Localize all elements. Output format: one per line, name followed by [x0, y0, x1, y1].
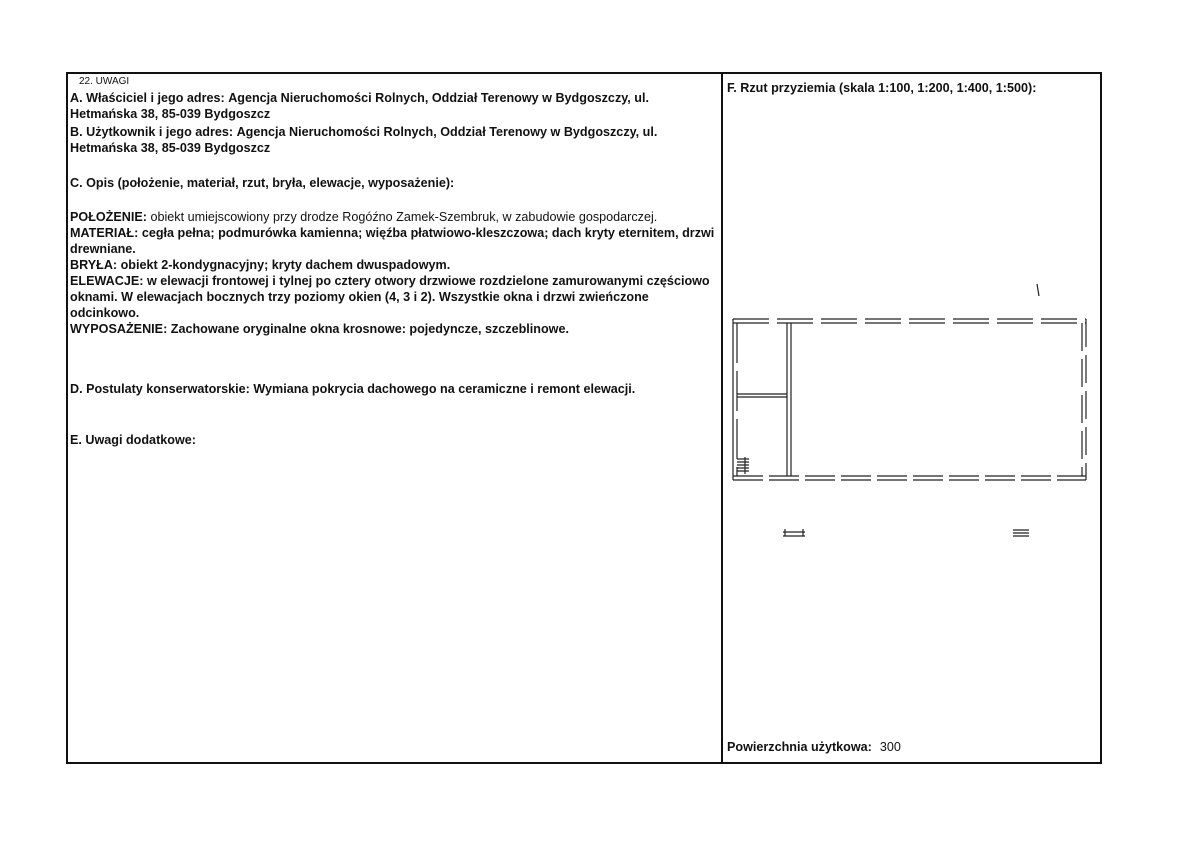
- material-label: MATERIAŁ:: [70, 226, 139, 240]
- description-body: [70, 209, 717, 337]
- owner-label: A. Właściciel i jego adres:: [70, 91, 225, 105]
- location-label: POŁOŻENIE:: [70, 210, 147, 224]
- floor-plan-drawing: [723, 74, 1100, 574]
- user-section: [70, 124, 717, 156]
- ground-plan-title: F. Rzut przyziemia (skala 1:100, 1:200, 1:400, 1:500):: [727, 81, 1037, 95]
- form-text: obiekt 2-kondygnacyjny; kryty dachem dwuspadowym.: [120, 258, 451, 272]
- usable-area-row: [727, 740, 901, 754]
- owner-value: Agencja Nieruchomości Rolnych, Oddział Terenowy w Bydgoszczy, ul. Hetmańska 38, 85-039 Bydgoszcz: [70, 91, 649, 121]
- elevations-label: ELEWACJE:: [70, 274, 144, 288]
- equipment-paragraph: [70, 321, 717, 337]
- owner-section: [70, 90, 717, 122]
- usable-area-value: 300: [879, 740, 901, 754]
- plan-partition-horizontal: [737, 394, 787, 397]
- plan-north-mark: [1013, 530, 1029, 536]
- remarks-column: [68, 74, 723, 762]
- inventory-sheet: [66, 72, 1102, 764]
- plan-staircase: [737, 457, 749, 474]
- additional-notes-label: E. Uwagi dodatkowe:: [70, 433, 196, 447]
- equipment-label: WYPOSAŻENIE:: [70, 322, 168, 336]
- user-label: B. Użytkownik i jego adres:: [70, 125, 234, 139]
- plan-scale-bar: [783, 529, 805, 536]
- description-heading: C. Opis (położenie, materiał, rzut, bryła, elewacje, wyposażenie):: [70, 176, 455, 190]
- elevations-text: w elewacji frontowej i tylnej po cztery otwory drzwiowe rozdzielone zamurowanymi częściowo oknami. W elewacjach bocznych trzy poziomy okien (4, 3 i 2). Wszystkie okna i drzwi zwieńczone odcinkowo.: [70, 274, 710, 320]
- material-text: cegła pełna; podmurówka kamienna; więźba płatwiowo-kleszczowa; dach kryty eternitem, drzwi drewniane.: [70, 226, 715, 256]
- location-paragraph: [70, 209, 717, 225]
- user-value: Agencja Nieruchomości Rolnych, Oddział Terenowy w Bydgoszczy, ul. Hetmańska 38, 85-039 Bydgoszcz: [70, 125, 658, 155]
- postulates-section: [70, 381, 717, 397]
- form-label: BRYŁA:: [70, 258, 118, 272]
- form-paragraph: [70, 257, 717, 273]
- postulates-label: D. Postulaty konserwatorskie:: [70, 382, 250, 396]
- postulates-value: Wymiana pokrycia dachowego na ceramiczne i remont elewacji.: [253, 382, 636, 396]
- ground-plan-column: [723, 74, 1100, 762]
- plan-partition-vertical: [787, 323, 791, 476]
- location-text: obiekt umiejscowiony przy drodze Rogóźno Zamek-Szembruk, w zabudowie gospodarczej.: [150, 210, 658, 224]
- plan-stray-mark: [1037, 284, 1039, 296]
- material-paragraph: [70, 225, 717, 257]
- elevations-paragraph: [70, 273, 717, 321]
- section-number: 22. UWAGI: [79, 76, 130, 87]
- usable-area-label: Powierzchnia użytkowa:: [727, 740, 872, 754]
- equipment-text: Zachowane oryginalne okna krosnowe: pojedyncze, szczeblinowe.: [170, 322, 569, 336]
